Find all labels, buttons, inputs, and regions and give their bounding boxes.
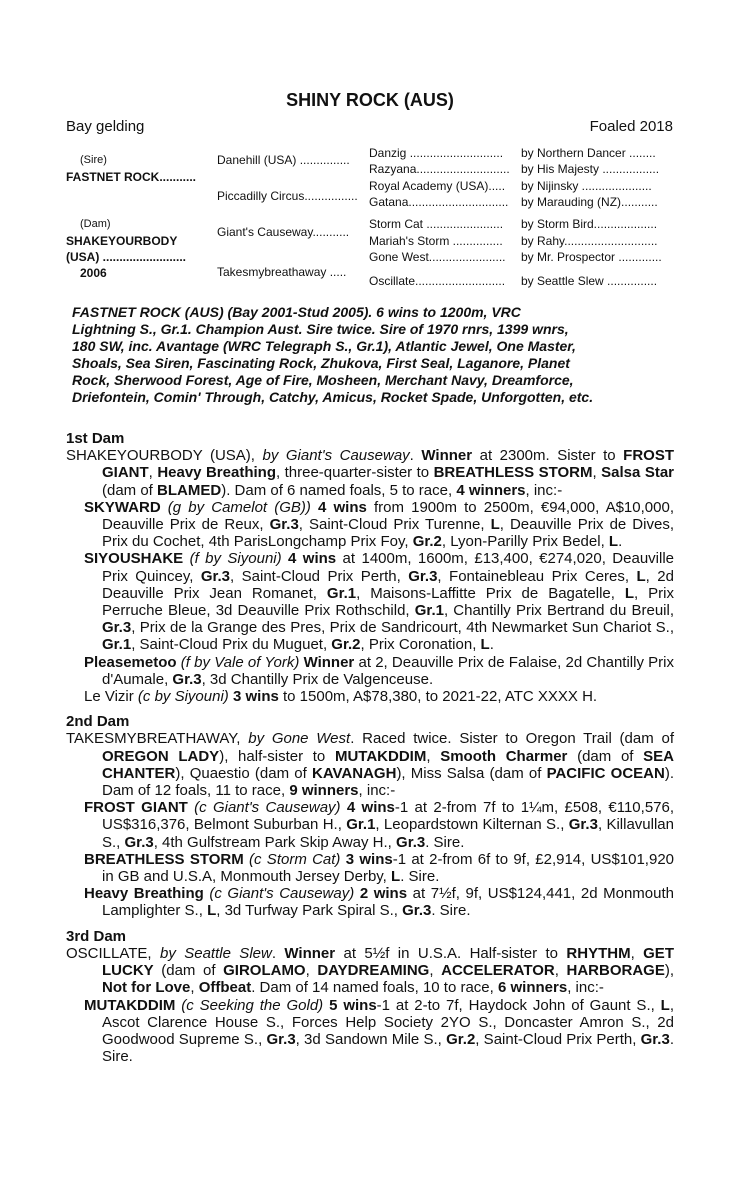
- gen3-ancestor: Gatana..............................: [369, 195, 509, 209]
- progeny-entry: SKYWARD (g by Camelot (GB)) 4 wins from 1900m to 2500m, €94,000, A$10,000, Deauville Prix de Reux, Gr.3, Saint-Cloud Prix Turenne, L, Deauville Prix de Dives, Prix du Cochet, 4th ParisLongchamp Prix Foy, Gr.2, Lyon-Parilly Prix Bedel, L.: [84, 498, 674, 551]
- gen4-ancestor: by His Majesty .................: [521, 162, 660, 176]
- progeny-entry: MUTAKDDIM (c Seeking the Gold) 5 wins-1 at 2-to 7f, Haydock John of Gaunt S., L, Ascot Clarence House S., Forces Help Society 2YO S., Doncaster Amron S., 2d Goodwood Supreme S., Gr.3, 3d Sandown Mile S., Gr.2, Saint-Cloud Prix Perth, Gr.3. Sire.: [84, 996, 675, 1066]
- dam-sire: Giant's Causeway...........: [217, 225, 350, 239]
- sire-summary: [72, 304, 672, 406]
- progeny-entry: SIYOUSHAKE (f by Siyouni) 4 wins at 1400m, 1600m, £13,400, €274,020, Deauville Prix Quincey, Gr.3, Saint-Cloud Prix Perth, Gr.3, Fontainebleau Prix Ceres, L, 2d Deauville Prix Jean Romanet, Gr.1, Maisons-Laffitte Prix de Bagatelle, L, Prix Perruche Bleue, 3d Deauville Prix Rothschild, Gr.1, Chantilly Prix Bertrand du Breuil, Gr.3, Prix de la Grange des Pres, Prix de Sandricourt, 4th Newmarket Sun Chariot S., Gr.1, Saint-Cloud Prix du Muguet, Gr.2, Prix Coronation, L.: [84, 550, 674, 654]
- progeny-entry: BREATHLESS STORM (c Storm Cat) 3 wins-1 at 2-from 6f to 9f, £2,914, US$101,920 in GB and U.S.A, Monmouth Jersey Derby, L. Sire.: [84, 850, 675, 886]
- sire-label: (Sire): [80, 154, 107, 166]
- gen4-ancestor: by Northern Dancer ........: [521, 146, 656, 160]
- gen4-ancestor: by Rahy............................: [521, 234, 658, 248]
- first-dam-heading: 1st Dam: [66, 430, 125, 447]
- family-details: [66, 430, 674, 1065]
- dam-label: (Dam): [80, 218, 111, 230]
- gen4-ancestor: by Seattle Slew ...............: [521, 274, 658, 288]
- sire-sire: Danehill (USA) ...............: [217, 153, 350, 167]
- summary-line: 180 SW, inc. Avantage (WRC Telegraph S., Gr.1), Atlantic Jewel, One Master,: [72, 338, 576, 354]
- progeny-entry: Heavy Breathing (c Giant's Causeway) 2 wins at 7½f, 9f, US$124,441, 2d Monmouth Lamplighter S., L, 3d Turfway Park Spiral S., Gr.3. Sire.: [84, 885, 674, 920]
- progeny-entry: Le Vizir (c by Siyouni) 3 wins to 1500m, A$78,380, to 2021-22, ATC XXXX H.: [84, 688, 598, 706]
- gen4-ancestor: by Mr. Prospector .............: [521, 250, 662, 264]
- gen3-ancestor: Royal Academy (USA).....: [369, 179, 506, 193]
- gen3-ancestor: Storm Cat .......................: [369, 217, 504, 231]
- dam-dam: Takesmybreathaway .....: [217, 265, 347, 279]
- dam-name-country: (USA) .........................: [66, 250, 187, 264]
- third-dam-heading: 3rd Dam: [66, 927, 127, 945]
- summary-line: FASTNET ROCK (AUS) (Bay 2001-Stud 2005). 6 wins to 1200m, VRC: [72, 304, 521, 320]
- progeny-entry: FROST GIANT (c Giant's Causeway) 4 wins-1 at 2-from 7f to 1¼m, £508, €110,576, US$316,376, Belmont Suburban H., Gr.1, Leopardstown Kilternan S., Gr.3, Killavullan S., Gr.3, 4th Gulfstream Park Skip Away H., Gr.3. Sire.: [84, 799, 675, 851]
- gen4-ancestor: by Nijinsky .....................: [521, 179, 652, 193]
- gen3-ancestor: Oscillate...........................: [369, 274, 506, 288]
- third-dam-paragraph: OSCILLATE, by Seattle Slew. Winner at 5½f in U.S.A. Half-sister to RHYTHM, GET LUCKY (dam of GIROLAMO, DAYDREAMING, ACCELERATOR, HARBORAGE), Not for Love, Offbeat. Dam of 14 named foals, 10 to race, 6 winners, inc:-: [66, 944, 675, 997]
- summary-line: Shoals, Sea Siren, Fascinating Rock, Zhukova, First Seal, Laganore, Planet: [72, 355, 570, 371]
- gen3-ancestor: Mariah's Storm ...............: [369, 234, 503, 248]
- dam-name: SHAKEYOURBODY: [66, 234, 178, 248]
- progeny-entry: Pleasemetoo (f by Vale of York) Winner at 2, Deauville Prix de Falaise, 2d Chantilly Prix d'Aumale, Gr.3, 3d Chantilly Prix de Valgenceuse.: [84, 653, 674, 688]
- gen3-ancestor: Razyana............................: [369, 162, 510, 176]
- dam-year: 2006: [80, 266, 107, 280]
- summary-line: Driefontein, Comin' Through, Catchy, Amicus, Rocket Spade, Unforgotten, etc.: [72, 389, 594, 405]
- gen4-ancestor: by Marauding (NZ)...........: [521, 195, 658, 209]
- foaled-year: Foaled 2018: [589, 118, 673, 135]
- page-title: SHINY ROCK (AUS): [286, 90, 454, 110]
- summary-line: Lightning S., Gr.1. Champion Aust. Sire twice. Sire of 1970 rnrs, 1399 wnrs,: [72, 321, 569, 337]
- sire-name: FASTNET ROCK...........: [66, 170, 197, 184]
- gen3-ancestor: Danzig ............................: [369, 146, 504, 160]
- sire-dam: Piccadilly Circus................: [217, 189, 358, 203]
- first-dam-paragraph: SHAKEYOURBODY (USA), by Giant's Causeway. Winner at 2300m. Sister to FROST GIANT, Heavy Breathing, three-quarter-sister to BREATHLESS STORM, Salsa Star (dam of BLAMED). Dam of 6 named foals, 5 to race, 4 winners, inc:-: [66, 447, 674, 499]
- gen4-ancestor: by Storm Bird...................: [521, 217, 658, 231]
- second-dam-heading: 2nd Dam: [66, 713, 130, 731]
- horse-description: Bay gelding: [66, 118, 145, 135]
- gen3-ancestor: Gone West.......................: [369, 250, 506, 264]
- summary-line: Rock, Sherwood Forest, Age of Fire, Mosheen, Merchant Navy, Dreamforce,: [72, 372, 574, 388]
- second-dam-paragraph: TAKESMYBREATHAWAY, by Gone West. Raced twice. Sister to Oregon Trail (dam of OREGON LADY), half-sister to MUTAKDDIM, Smooth Charmer (dam of SEA CHANTER), Quaestio (dam of KAVANAGH), Miss Salsa (dam of PACIFIC OCEAN). Dam of 12 foals, 11 to race, 9 winners, inc:-: [66, 730, 674, 800]
